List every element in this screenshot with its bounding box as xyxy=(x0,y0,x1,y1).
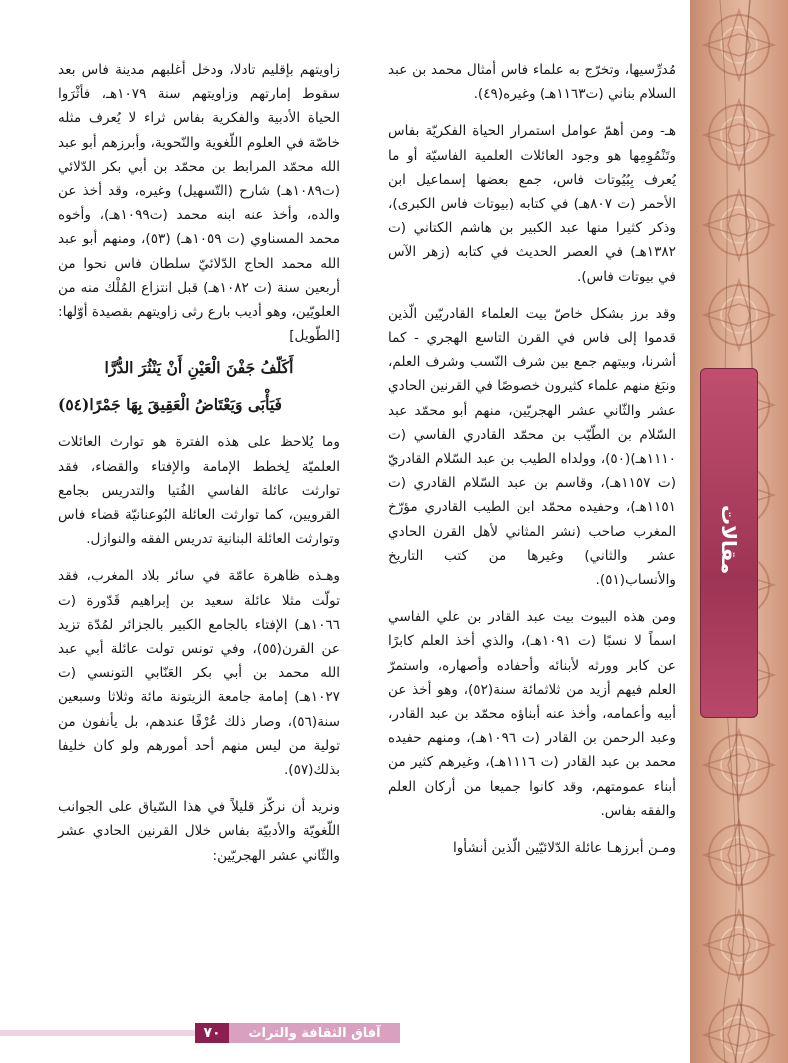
poem-verse-first: أَكَلّفُ جَفْنَ الْعَيْنِ أَنْ يَنْثُرَ الدُّرَّا xyxy=(104,358,294,378)
page-number: ٧٠ xyxy=(195,1023,229,1043)
paragraph: وهـذه ظاهرة عامّة في سائر بلاد المغرب، فقد تولّت مثلا عائلة سعيد بن إبراهيم قَدّورة (ت ١٠٦٦هـ) الإفتاء بالجامع الكبير بالجزائر لمُدّة تزيد عن القرن(٥٥)، وفي تونس تولت عائلة أبي عبد الله محمد بن أبي بكر العَنّابي التونسي (ت ١٠٢٧هـ) إمامة جامعة الزيتونة مائة وثلاثا وسبعين سنة(٥٦)، وصار ذلك عُرْفًا عندهم، بل يأنفون من تولية من ليس منهم أحد أمورهم ولو كان خليفا بذلك(٥٧). xyxy=(58,568,340,779)
paragraph: ونريد أن نركّز قليلاً في هذا السّياق على الجوانب اللّغويّة والأدبيّة بفاس خلال القرنين الحادي عشر والثّاني عشر الهجريّين: xyxy=(58,799,340,864)
right-text-column xyxy=(388,58,676,873)
footer-strip xyxy=(0,1030,195,1036)
paragraph: ومن هذه البيوت بيت عبد القادر بن علي الفاسي اسماً لا نسبًا (ت ١٠٩١هـ)، والذي أخذ العلم كابرًا عن كابر وورثه لأبنائه وأحفاده وأصهاره، واستمرّ العلم فيهم أزيد من ثلاثمائة سنة(٥٢)، وهو أخذ عن أبيه وأعمامه، وأخذ عنه أبناؤه محمّد بن عبد القادر، وعبد الرحمن بن القادر (ت ١٠٩٦هـ)، ومنهم حفيده محمد بن عبد القادر (ت ١١١٦هـ)، وغيرهم كثير من أبناء عمومتهم، وقد كانوا جميعا من أركان العلم والفقه بفاس. xyxy=(388,609,677,819)
paragraph: مُدرِّسيها، وتخرّج به علماء فاس أمثال محمد بن عبد السلام بناني (ت١١٦٣هـ) وغيره(٤٩). xyxy=(388,62,676,103)
paragraph: هـ- ومن أهمّ عوامل استمرار الحياة الفكريّة بفاس وتَنْمُوِمِها هو وجود العائلات العلمية الفاسيّة أو ما يُعرف بِبُيُوتات فاس، جمع بعضها إسماعيل ابن الأحمر (ت ٨٠٧هـ) في كتابه (بيوتات فاس الكبرى)، وذكر كثيرا منها عبد الكبير بن هاشم الكتاني (ت ١٣٨٢هـ) في العصر الحديث في كتابه (زهر الآس في بيوتات فاس). xyxy=(388,123,676,285)
left-text-column xyxy=(58,58,340,881)
poem-verse-second: فَيَأْبَى وَيَعْتَاضُ الْعَقِيقَ بِهَا جَمْرًا(٥٤) xyxy=(58,395,282,415)
page-footer xyxy=(195,1023,400,1043)
section-tab-label: مقالات xyxy=(717,505,741,575)
magazine-title: آفاق الثقافة والتراث xyxy=(229,1023,400,1043)
paragraph: وقد برز بشكل خاصّ بيت العلماء القادريّين الّذين قدموا إلى فاس في القرن التاسع الهجري - كما أشرنا، وبيتهم جمع بين شرف النّسب وشرف العلم، ونبَغ منهم علماء كثيرون خصوصًا في القرنين الحادي عشر والثّاني عشر الهجريّين، منهم أبو محمّد عبد السّلام بن الطّيّب بن محمّد القادري الفاسي (ت ١١١٠هـ)(٥٠)، وولداه الطيب بن عبد السّلام القادريّ (ت ١١٥٧هـ)، وقاسم بن عبد السّلام القادري (ت ١١٥١هـ)، وحفيده محمّد ابن الطيب القادري مؤرّخ المغرب صاحب (نشر المثاني لأهل القرن الحادي عشر والثاني) وغيرها من كتب التاريخ والأنساب(٥١). xyxy=(388,305,677,589)
paragraph: زاويتهم بإقليم تادلا، ودخل أغلبهم مدينة فاس بعد سقوط إمارتهم وزاويتهم سنة ١٠٧٩هـ، فأثْرَوا الحياة الأدبية والفكرية بفاس ثراء لا يُعرف مثله خاصّة في العلوم اللّغوية والنّحوية، وأبرزهم أبو عبد الله محمّد المرابط بن محمّد بن أبي بكر الدّلائي (ت١٠٨٩هـ) شارح (التّسهيل) وغيره، وقد أخذ عن والده، وأخذ عنه ابنه محمد (ت١٠٩٩هـ)، وأخوه محمد المسناوي (ت ١٠٥٩هـ) (٥٣)، ومنهم أبو عبد الله محمد الحاج الدّلائيّ سلطان فاس نحوا من أربعين سنة (ت ١٠٨٢هـ) قبل انتزاع المُلْك منه من العلويّين، وهو أديب بارع رثى زاويتهم بقصيدة أوّلها: [الطّويل] xyxy=(58,62,341,345)
paragraph: وما يُلاحظ على هذه الفترة هو توارث العائلات العلميّة لِخطط الإمامة والإفتاء والقضاء، فقد توارثت عائلة الفاسي الفُتيا والتدريس بجامع القرويين، كما توارثت العائلة البُوعنانيّة قضاء فاس وتوارثت العائلة البنانية تدريس الفقه والنوازل. xyxy=(58,434,340,548)
paragraph: ومـن أبرزهـا عائلة الدّلائيّين الّذين أنشأوا xyxy=(452,840,676,857)
